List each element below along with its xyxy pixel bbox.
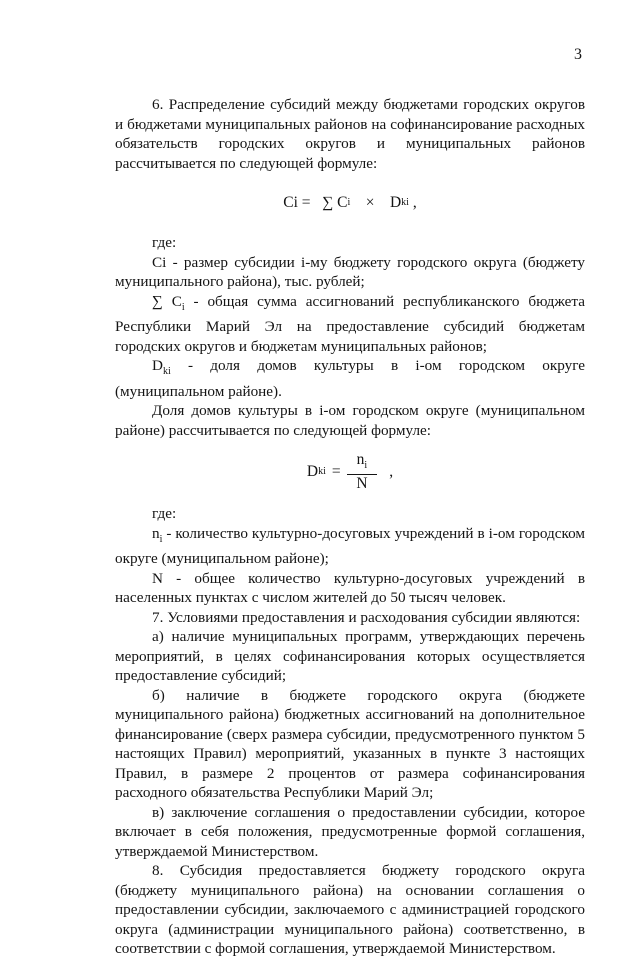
section-7-item-a: а) наличие муниципальных программ, утверждающих перечень мероприятий, в целях софинансирования которых осуществляется предоставление субсидий; <box>115 628 585 685</box>
definition-ci: Ci - размер субсидии i-му бюджету городского округа (бюджету муниципального района), тыс. рублей; <box>115 253 585 290</box>
dki-symbol: D <box>152 357 163 375</box>
sum-symbol-sub: i <box>181 301 185 313</box>
section-7-item-c: в) заключение соглашения о предоставлении субсидии, которое включает в себя положения, предусмотренные формой соглашения, утверждаемой Министерством. <box>115 803 585 860</box>
frac-end: , <box>389 463 394 481</box>
definition-dki-text: - доля домов культуры в i-ом городском округе (муниципальном районе). <box>115 357 585 400</box>
formula-lhs: Ci = <box>283 194 311 212</box>
fraction <box>347 451 378 493</box>
formula-d: D <box>389 194 402 212</box>
document-body <box>115 95 585 959</box>
frac-d: D <box>306 463 319 481</box>
definition-ni <box>115 524 585 569</box>
definition-sum-ci <box>115 292 585 357</box>
share-formula <box>115 440 585 504</box>
share-intro: Доля домов культуры в i-ом городском округе (муниципальном районе) рассчитывается по следующей формуле: <box>115 402 585 439</box>
section-6-intro: 6. Распределение субсидий между бюджетами городских округов и бюджетами муниципальных районов на софинансирование расходных обязательств городских округов и муниципальных районов рассчитывается по следующей формуле: <box>115 96 585 172</box>
fraction-denominator: N <box>356 475 368 493</box>
definition-sum-text: - общая сумма ассигнований республиканского бюджета Республики Марий Эл на предоставление субсидий бюджетам городских округов и бюджетам муниципальных районов; <box>115 292 585 355</box>
formula-end: , <box>412 194 417 212</box>
formula-times: × <box>365 194 375 212</box>
where-label-2: где: <box>152 505 177 523</box>
ni-symbol-sub: i <box>159 533 163 545</box>
definition-dki <box>115 356 585 401</box>
definition-N: N - общее количество культурно-досуговых учреждений в населенных пунктах с числом жителей до 50 тысяч человек. <box>115 569 585 607</box>
where-label: где: <box>152 234 177 251</box>
section-7-item-b: б) наличие в бюджете городского округа (бюджете муниципального района) бюджетных ассигнований на дополнительное финансирование (сверх размера субсидии, предусмотренного пунктом 5 настоящих Правил) мероприятий, указанных в пункте 3 настоящих Правил, в размере 2 процентов от размера софинансирования расходного обязательства Республики Марий Эл; <box>115 686 585 802</box>
dki-symbol-sub: ki <box>162 366 171 378</box>
frac-d-sub: ki <box>318 466 326 478</box>
formula-sum-sub: i <box>347 197 351 209</box>
ni-symbol: n <box>152 524 160 542</box>
fraction-numerator: $n_i$ <box>347 451 378 475</box>
formula-d-sub: ki <box>401 197 409 209</box>
formula-sum: ∑ C <box>322 194 348 212</box>
section-8: 8. Субсидия предоставляется бюджету городского округа (бюджету муниципального района) на основании соглашения о предоставлении субсидии, заключаемого с администрацией городского округа (администрации муниципального района) соответственно, в соответствии с формой соглашения, утверждаемой Министерством. <box>115 862 585 958</box>
definition-ni-text: - количество культурно-досуговых учреждений в i-ом городском округе (муниципальном районе); <box>115 524 585 568</box>
section-7-intro: 7. Условиями предоставления и расходования субсидии являются: <box>152 608 581 626</box>
subsidy-formula <box>115 173 585 233</box>
sum-symbol: ∑ C <box>152 292 182 310</box>
frac-eq: = <box>331 463 341 481</box>
page-number: 3 <box>574 46 582 63</box>
